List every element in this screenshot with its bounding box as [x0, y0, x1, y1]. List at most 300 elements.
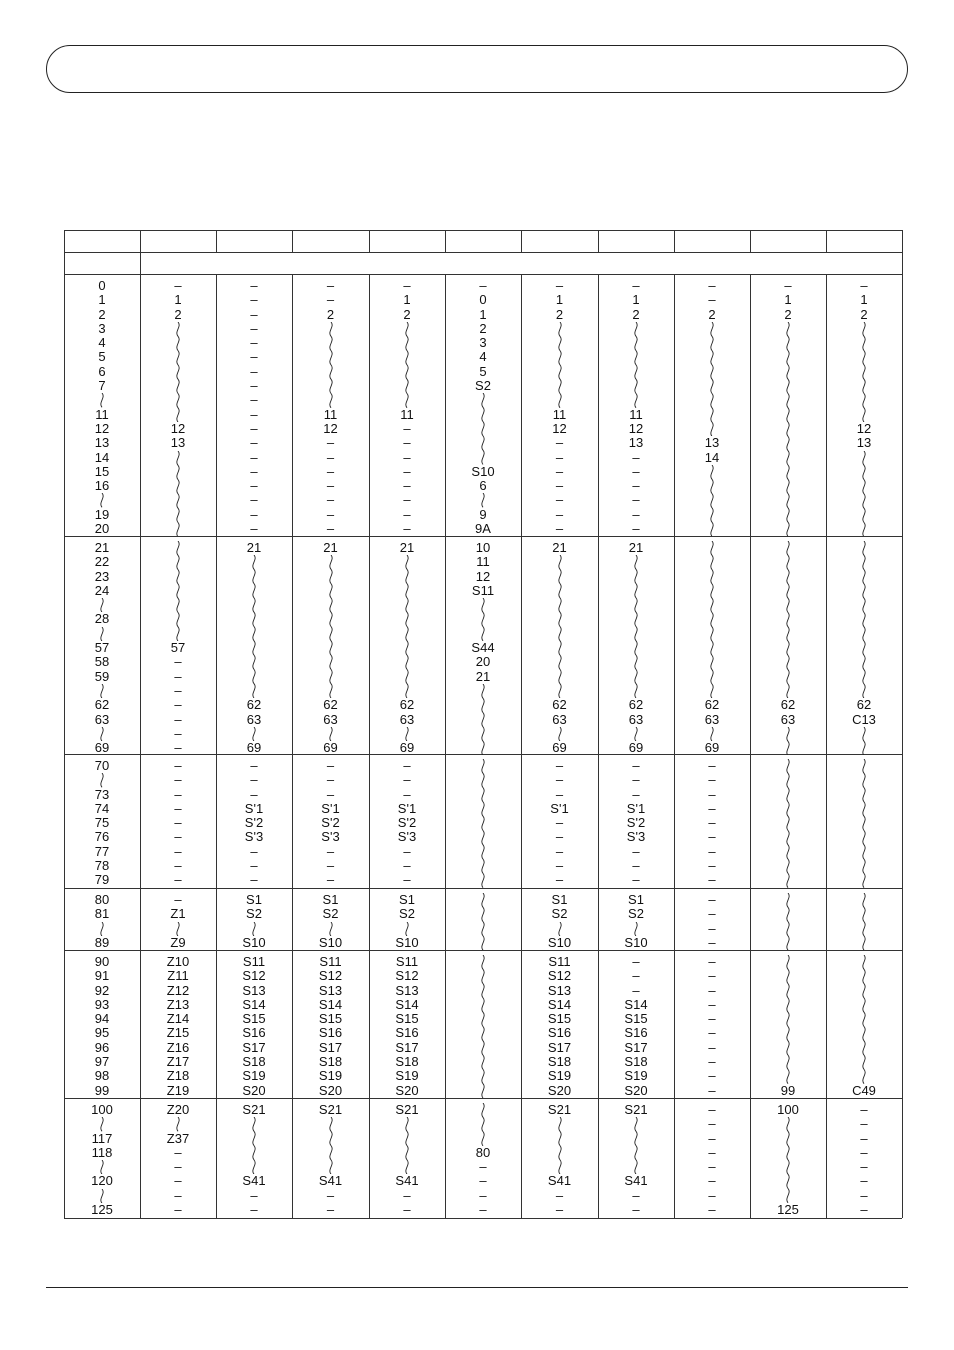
continuation-mark — [445, 893, 521, 950]
table-cell-value: – — [632, 843, 640, 859]
table-cell-value: – — [326, 478, 335, 494]
table-cell-value: S16 — [395, 1025, 419, 1041]
continuation-wavy-icon — [859, 759, 869, 888]
table-cell-value: – — [326, 292, 335, 308]
table-cell-value: – — [174, 858, 182, 874]
table-column-cell — [674, 893, 750, 950]
continuation-mark — [64, 493, 140, 507]
continuation-wavy-icon — [97, 627, 107, 641]
table-cell-value: S15 — [395, 1011, 419, 1027]
table-cell-value: S41 — [395, 1173, 419, 1189]
table-cell-value: – — [174, 1144, 182, 1160]
table-cell-value: – — [708, 1025, 716, 1041]
table-cell-value: S21 — [318, 1102, 343, 1117]
table-cell-value: S16 — [624, 1025, 648, 1041]
channel-number: 28 — [94, 611, 110, 627]
continuation-mark — [826, 451, 902, 537]
table-column-cell — [826, 279, 902, 536]
table-column-cell — [674, 1103, 750, 1217]
table-cell-value: – — [860, 1144, 868, 1160]
table-cell-value: 21 — [246, 540, 262, 555]
channel-number: 11 — [95, 406, 109, 422]
table-cell-value: S12 — [318, 968, 343, 984]
table-cell-value: C13 — [852, 711, 876, 727]
row-number-column — [64, 759, 140, 888]
table-cell-value: – — [555, 1187, 564, 1203]
table-cell-value: S15 — [318, 1011, 343, 1027]
table-cell-value: 100 — [777, 1102, 799, 1117]
continuation-mark — [750, 322, 826, 537]
continuation-mark — [598, 922, 674, 936]
table-cell-value: – — [250, 420, 258, 436]
channel-number: 24 — [94, 582, 110, 598]
table-cell-value: S15 — [547, 1011, 572, 1027]
table-column-cell — [598, 1103, 674, 1217]
continuation-mark — [64, 1189, 140, 1203]
channel-number: 74 — [94, 800, 110, 816]
continuation-wavy-icon — [97, 1117, 107, 1131]
footer-rule — [46, 1287, 908, 1288]
table-cell-value: 62 — [552, 697, 567, 713]
grid-vline — [445, 230, 446, 252]
table-cell-value: – — [403, 1202, 411, 1218]
table-column-cell — [750, 955, 826, 1098]
row-number-column — [64, 1103, 140, 1217]
table-cell-value: Z18 — [166, 1068, 190, 1084]
grid-hline — [64, 252, 902, 253]
channel-number: 16 — [94, 478, 110, 494]
table-cell-value: Z15 — [166, 1025, 190, 1041]
table-cell-value: S'3 — [321, 829, 340, 845]
table-cell-value: S'1 — [550, 800, 569, 816]
table-cell-value: – — [250, 772, 258, 788]
continuation-wavy-icon — [249, 555, 259, 698]
table-cell-value: S17 — [242, 1039, 266, 1055]
table-cell-value: – — [174, 758, 182, 773]
table-cell-value: S14 — [395, 996, 419, 1012]
table-cell-value: 2 — [326, 306, 335, 322]
channel-number: 73 — [94, 786, 110, 802]
table-cell-value: – — [708, 934, 716, 950]
table-cell-value: – — [174, 892, 182, 907]
table-cell-value: – — [632, 463, 640, 479]
table-cell-value: – — [860, 1202, 868, 1218]
table-cell-value: 11 — [400, 406, 414, 422]
table-cell-value: S11 — [242, 954, 266, 969]
continuation-wavy-icon — [478, 893, 488, 950]
continuation-wavy-icon — [859, 955, 869, 1084]
table-cell-value: S1 — [246, 892, 262, 907]
continuation-mark — [674, 465, 750, 537]
table-cell-value: 12 — [856, 420, 872, 436]
table-column-cell — [674, 759, 750, 888]
table-column-cell — [292, 893, 369, 950]
continuation-mark — [445, 493, 521, 507]
table-cell-value: – — [708, 968, 716, 984]
continuation-wavy-icon — [326, 322, 336, 408]
channel-number: 21 — [94, 540, 110, 555]
table-cell-value: – — [250, 1202, 258, 1218]
continuation-wavy-icon — [173, 541, 183, 641]
table-cell-value: – — [708, 858, 716, 874]
channel-number: 80 — [94, 892, 110, 907]
table-column-cell — [140, 1103, 216, 1217]
table-cell-value: – — [403, 872, 411, 888]
continuation-mark — [521, 322, 598, 408]
table-column-cell — [445, 955, 521, 1098]
grid-vline — [369, 230, 370, 252]
table-cell-value: S17 — [395, 1039, 419, 1055]
table-cell-value: S2 — [322, 906, 339, 922]
continuation-wavy-icon — [783, 322, 793, 537]
continuation-mark — [216, 1117, 292, 1174]
table-cell-value: – — [174, 1173, 182, 1189]
table-cell-value: S17 — [318, 1039, 343, 1055]
continuation-mark — [216, 922, 292, 936]
table-cell-value: S13 — [318, 982, 343, 998]
table-cell-value: S10 — [624, 934, 648, 950]
continuation-mark — [292, 922, 369, 936]
continuation-mark — [521, 727, 598, 741]
continuation-wavy-icon — [478, 759, 488, 888]
table-cell-value: S17 — [624, 1039, 648, 1055]
continuation-mark — [140, 322, 216, 422]
table-cell-value: S16 — [547, 1025, 572, 1041]
channel-number: 70 — [94, 758, 110, 773]
table-cell-value: – — [708, 1068, 716, 1084]
table-column-cell — [140, 955, 216, 1098]
continuation-wavy-icon — [631, 555, 641, 698]
continuation-mark — [826, 322, 902, 422]
table-cell-value: S20 — [318, 1082, 343, 1098]
table-cell-value: C49 — [852, 1082, 876, 1098]
continuation-mark — [445, 955, 521, 1098]
table-cell-value: – — [632, 492, 640, 508]
table-cell-value: – — [326, 463, 335, 479]
continuation-wavy-icon — [555, 922, 565, 936]
grid-vline — [521, 230, 522, 252]
grid-hline — [64, 274, 902, 275]
table-cell-value: – — [708, 954, 716, 969]
table-cell-value: 99 — [780, 1082, 796, 1098]
table-cell-value: – — [403, 758, 411, 773]
table-cell-value: – — [555, 786, 564, 802]
table-cell-value: – — [632, 1202, 640, 1218]
table-cell-value: – — [860, 1130, 868, 1146]
table-cell-value: – — [174, 786, 182, 802]
continuation-wavy-icon — [478, 1103, 488, 1146]
table-cell-value: – — [174, 1187, 182, 1203]
continuation-mark — [292, 555, 369, 698]
continuation-wavy-icon — [707, 727, 717, 741]
continuation-wavy-icon — [478, 493, 488, 507]
channel-number: 93 — [94, 996, 110, 1012]
continuation-wavy-icon — [783, 759, 793, 888]
table-cell-value: – — [326, 506, 335, 522]
table-cell-value: S'1 — [397, 800, 417, 816]
table-cell-value: – — [708, 1011, 716, 1027]
table-cell-value: – — [326, 872, 335, 888]
table-cell-value: – — [326, 1187, 335, 1203]
table-column-cell — [140, 279, 216, 536]
table-cell-value: – — [708, 920, 716, 936]
table-cell-value: – — [250, 406, 258, 422]
table-cell-value: S14 — [624, 996, 648, 1012]
continuation-wavy-icon — [555, 1117, 565, 1174]
table-column-cell — [598, 759, 674, 888]
table-column-cell — [445, 279, 521, 536]
table-cell-value: S41 — [318, 1173, 343, 1189]
table-column-cell — [216, 893, 292, 950]
continuation-wavy-icon — [97, 1160, 107, 1174]
table-cell-value: – — [708, 982, 716, 998]
table-cell-value: – — [860, 1102, 868, 1117]
continuation-wavy-icon — [173, 322, 183, 422]
table-column-cell — [750, 279, 826, 536]
table-cell-value: – — [708, 278, 716, 293]
channel-number: 100 — [91, 1102, 113, 1117]
table-cell-value: 62 — [628, 697, 644, 713]
table-cell-value: 63 — [399, 711, 415, 727]
table-cell-value: – — [250, 843, 258, 859]
table-cell-value: – — [403, 420, 411, 436]
continuation-wavy-icon — [859, 541, 869, 698]
continuation-wavy-icon — [478, 393, 488, 465]
table-cell-value: 11 — [552, 406, 567, 422]
row-number-column — [64, 955, 140, 1098]
table-cell-value: 13 — [170, 435, 186, 451]
table-column-cell — [216, 759, 292, 888]
continuation-wavy-icon — [783, 727, 793, 756]
channel-number: 91 — [94, 968, 110, 984]
continuation-wavy-icon — [402, 322, 412, 408]
table-cell-value: S19 — [242, 1068, 266, 1084]
continuation-mark — [140, 1117, 216, 1131]
table-cell-value: Z13 — [166, 996, 190, 1012]
continuation-mark — [369, 1117, 445, 1174]
continuation-mark — [292, 1117, 369, 1174]
table-cell-value: – — [860, 1116, 868, 1132]
table-cell-value: – — [708, 786, 716, 802]
table-cell-value: – — [860, 1173, 868, 1189]
table-cell-value: – — [708, 892, 716, 907]
grid-hline — [64, 1098, 902, 1099]
continuation-mark — [369, 555, 445, 698]
continuation-mark — [216, 555, 292, 698]
table-cell-value: – — [555, 278, 564, 293]
continuation-wavy-icon — [555, 727, 565, 741]
continuation-mark — [445, 598, 521, 641]
table-cell-value: – — [250, 478, 258, 494]
continuation-wavy-icon — [631, 727, 641, 741]
table-cell-value: Z16 — [166, 1039, 190, 1055]
table-cell-value: – — [708, 800, 716, 816]
table-cell-value: Z1 — [170, 906, 186, 922]
table-cell-value: – — [708, 815, 716, 831]
table-cell-value: 62 — [704, 697, 720, 713]
grid-hline — [64, 1218, 902, 1219]
table-cell-value: 1 — [479, 306, 487, 322]
table-column-cell — [369, 759, 445, 888]
table-cell-value: 6 — [479, 478, 487, 494]
channel-number: 125 — [91, 1202, 113, 1218]
table-cell-value: S14 — [318, 996, 343, 1012]
table-cell-value: S1 — [551, 892, 568, 907]
table-cell-value: Z10 — [166, 954, 190, 969]
table-cell-value: S13 — [547, 982, 572, 998]
table-column-cell — [674, 955, 750, 1098]
table-cell-value: 21 — [552, 540, 567, 555]
table-cell-value: – — [403, 843, 411, 859]
table-cell-value: – — [708, 292, 716, 308]
table-cell-value: 12 — [552, 420, 567, 436]
table-cell-value: Z9 — [170, 934, 186, 950]
table-column-cell — [292, 955, 369, 1098]
table-cell-value: – — [326, 786, 335, 802]
table-cell-value: – — [250, 521, 258, 537]
table-cell-value: – — [555, 435, 564, 451]
table-cell-value: S18 — [547, 1054, 572, 1070]
table-cell-value: 63 — [552, 711, 567, 727]
table-cell-value: – — [403, 492, 411, 508]
channel-number: 81 — [94, 906, 110, 922]
table-cell-value: 20 — [475, 654, 491, 670]
channel-number: 89 — [94, 934, 110, 950]
table-cell-value: S'2 — [626, 815, 646, 831]
table-cell-value: S18 — [395, 1054, 419, 1070]
continuation-wavy-icon — [859, 451, 869, 537]
table-column-cell — [369, 955, 445, 1098]
table-cell-value: 1 — [555, 292, 564, 308]
table-cell-value: – — [708, 906, 716, 922]
continuation-mark — [140, 451, 216, 537]
table-cell-value: 2 — [708, 306, 716, 322]
table-cell-value: – — [632, 772, 640, 788]
continuation-wavy-icon — [783, 541, 793, 698]
continuation-mark — [826, 541, 902, 698]
table-cell-value: 1 — [632, 292, 640, 308]
table-cell-value: 62 — [246, 697, 262, 713]
table-cell-value: – — [860, 1187, 868, 1203]
table-cell-value: – — [555, 463, 564, 479]
table-cell-value: – — [784, 278, 792, 293]
table-column-cell — [140, 541, 216, 755]
table-cell-value: 125 — [777, 1202, 799, 1218]
table-cell-value: S'2 — [244, 815, 264, 831]
continuation-wavy-icon — [478, 684, 488, 756]
continuation-wavy-icon — [555, 555, 565, 698]
table-cell-value: S17 — [547, 1039, 572, 1055]
table-cell-value: S'3 — [244, 829, 264, 845]
table-cell-value: S20 — [242, 1082, 266, 1098]
table-cell-value: – — [555, 772, 564, 788]
table-cell-value: – — [708, 1054, 716, 1070]
table-cell-value: S13 — [242, 982, 266, 998]
table-cell-value: – — [708, 1102, 716, 1117]
table-cell-value: – — [326, 758, 335, 773]
table-cell-value: S'3 — [626, 829, 646, 845]
table-cell-value: 2 — [174, 306, 182, 322]
channel-number: 4 — [98, 335, 106, 351]
table-cell-value: 12 — [628, 420, 644, 436]
channel-number: 57 — [94, 640, 110, 656]
table-column-cell — [292, 279, 369, 536]
channel-number: 79 — [94, 872, 110, 888]
table-cell-value: Z11 — [167, 968, 189, 984]
table-cell-value: – — [250, 463, 258, 479]
table-cell-value: S21 — [242, 1102, 266, 1117]
table-cell-value: – — [250, 320, 258, 336]
table-cell-value: 11 — [323, 406, 338, 422]
table-cell-value: 13 — [628, 435, 644, 451]
table-cell-value: 11 — [476, 554, 490, 570]
table-cell-value: S18 — [242, 1054, 266, 1070]
table-cell-value: – — [326, 521, 335, 537]
table-cell-value: 69 — [246, 740, 262, 756]
table-cell-value: – — [632, 278, 640, 293]
channel-number: 78 — [94, 858, 110, 874]
table-cell-value: – — [174, 740, 182, 756]
continuation-wavy-icon — [97, 922, 107, 936]
table-cell-value: – — [403, 449, 411, 465]
table-cell-value: S14 — [242, 996, 266, 1012]
continuation-wavy-icon — [859, 322, 869, 422]
table-cell-value: – — [174, 800, 182, 816]
continuation-mark — [64, 1160, 140, 1174]
table-cell-value: – — [632, 478, 640, 494]
table-cell-value: S1 — [399, 892, 415, 907]
table-cell-value: – — [708, 872, 716, 888]
table-cell-value: Z12 — [166, 982, 190, 998]
channel-number: 120 — [91, 1173, 113, 1189]
table-cell-value: S19 — [318, 1068, 343, 1084]
table-cell-value: 63 — [323, 711, 338, 727]
table-column-cell — [521, 759, 598, 888]
continuation-wavy-icon — [707, 541, 717, 698]
continuation-wavy-icon — [97, 727, 107, 741]
continuation-mark — [598, 1117, 674, 1174]
table-cell-value: – — [708, 1173, 716, 1189]
table-cell-value: S10 — [547, 934, 572, 950]
table-cell-value: – — [174, 815, 182, 831]
table-cell-value: 12 — [323, 420, 338, 436]
table-cell-value: – — [403, 506, 411, 522]
table-cell-value: S'1 — [626, 800, 646, 816]
channel-number: 6 — [98, 363, 106, 379]
channel-number: 69 — [94, 740, 110, 756]
table-cell-value: 57 — [170, 640, 186, 656]
table-cell-value: 3 — [479, 335, 487, 351]
table-cell-value: S14 — [547, 996, 572, 1012]
channel-number: 12 — [94, 420, 110, 436]
table-cell-value: – — [708, 772, 716, 788]
table-cell-value: – — [403, 1187, 411, 1203]
table-cell-value: S11 — [319, 954, 342, 969]
continuation-mark — [369, 922, 445, 936]
table-cell-value: – — [174, 654, 182, 670]
table-cell-value: 14 — [704, 449, 720, 465]
continuation-mark — [750, 541, 826, 698]
channel-number: 58 — [94, 654, 110, 670]
table-cell-value: S20 — [395, 1082, 419, 1098]
continuation-mark — [445, 393, 521, 465]
table-column-cell — [521, 279, 598, 536]
table-cell-value: Z20 — [166, 1102, 190, 1117]
table-cell-value: – — [708, 996, 716, 1012]
table-cell-value: 63 — [628, 711, 644, 727]
table-cell-value: – — [632, 758, 640, 773]
table-column-cell — [445, 541, 521, 755]
